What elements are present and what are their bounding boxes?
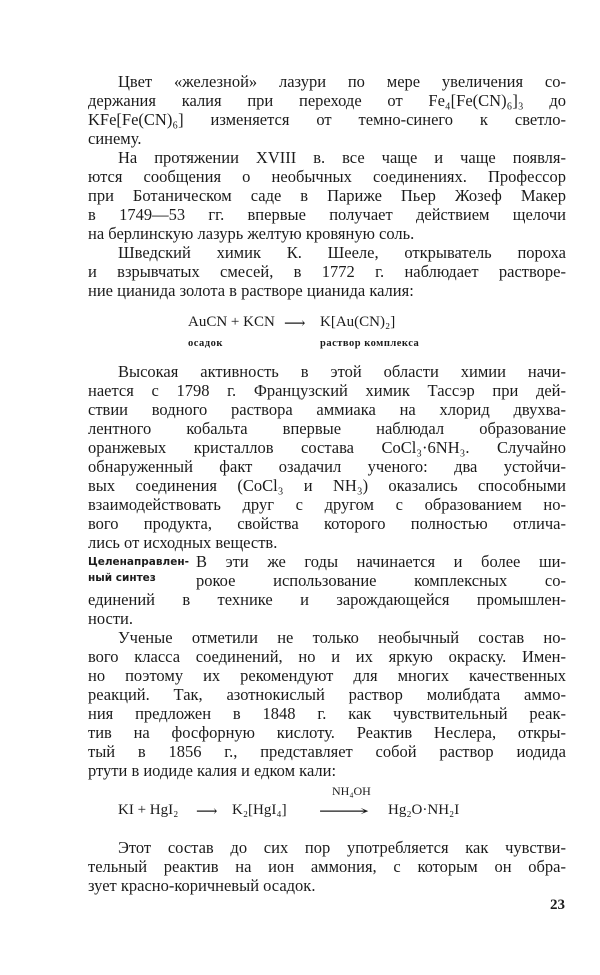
reagent-over-arrow: NH₄OH xyxy=(332,784,371,798)
text-line: ртути в иодиде калия и едком кали: xyxy=(88,761,337,780)
text-line: Цвет «железной» лазури по мере увеличения со- xyxy=(118,72,566,91)
text-line: обнаруженный факт озадачил ученого: два устойчи- xyxy=(88,457,566,476)
text-line: Высокая активность в этой области химии начи- xyxy=(118,362,566,381)
text-line: единений в технике и зарождающейся промышлен- xyxy=(88,590,566,609)
paragraph-3 xyxy=(88,243,566,300)
equation-reactants: KI + HgI₂ xyxy=(118,802,179,818)
margin-note-line: Целенаправлен- xyxy=(88,556,189,568)
text-line: взаимодействовать друг с другом с образованием но- xyxy=(88,495,566,514)
book-page xyxy=(88,72,566,895)
text-line: Шведский химик К. Шееле, открыватель пороха xyxy=(118,243,566,262)
text-line: ются сообщения о необычных соединениях. Профессор xyxy=(88,167,566,186)
text-line: вого продукта, свойства которого полностью отлича- xyxy=(88,514,566,533)
equation-reactants: AuCN + KCN xyxy=(188,314,275,330)
text-line: ния предложен в 1848 г. как чувствительный реак- xyxy=(88,704,566,723)
text-line: вых соединения (CoCl₃ и NH₃) оказались способными xyxy=(88,476,566,495)
equation-nessler xyxy=(88,780,566,838)
page-number: 23 xyxy=(550,897,565,913)
margin-note-line: ный синтез xyxy=(88,572,156,584)
text-line: Ученые отметили не только необычный состав но- xyxy=(118,628,566,647)
paragraph-5 xyxy=(88,552,566,628)
margin-note xyxy=(88,552,196,590)
text-line: при Ботаническом саде в Париже Пьер Жозеф Макер xyxy=(88,186,566,205)
text-line: тив на фосфорную кислоту. Реактив Неслера, откры- xyxy=(88,723,566,742)
text-line: На протяжении XVIII в. все чаще и чаще появля- xyxy=(118,148,566,167)
text-line: лентного кобальта впервые наблюдал образование xyxy=(88,419,566,438)
paragraph-1 xyxy=(88,72,566,148)
text-line: вого класса соединений, но и их яркую окраску. Имен- xyxy=(88,647,566,666)
equation-product: K[Au(CN)₂] xyxy=(320,314,396,330)
equation-product: Hg₂O·NH₂I xyxy=(388,802,460,818)
reaction-arrow: ⟶ xyxy=(318,804,370,820)
text-line: KFe[Fe(CN)₆] изменяется от темно-синего к светло- xyxy=(88,110,566,129)
reaction-arrow: ⟶ xyxy=(284,316,306,332)
equation-gold-cyanide xyxy=(88,300,566,362)
text-line: синему. xyxy=(88,129,142,148)
text-line: ние цианида золота в растворе цианида калия: xyxy=(88,281,414,300)
label-complex-solution: раствор комплекса xyxy=(320,338,420,349)
text-line: Этот состав до сих пор употребляется как чувстви- xyxy=(118,838,566,857)
text-line: тельный реактив на ион аммония, с которым он обра- xyxy=(88,857,566,876)
text-line: нается с 1798 г. Французский химик Тассэр при дей- xyxy=(88,381,566,400)
text-line: на берлинскую лазурь желтую кровяную соль. xyxy=(88,224,415,243)
equation-intermediate: K₂[HgI₄] xyxy=(232,802,287,818)
text-line: В эти же годы начинается и более ши- xyxy=(196,552,566,571)
paragraph-6 xyxy=(88,628,566,780)
reaction-arrow: ⟶ xyxy=(196,804,218,820)
text-line: но поэтому их рекомендуют для многих качественных xyxy=(88,666,566,685)
text-line: лись от исходных веществ. xyxy=(88,533,278,552)
label-precipitate: осадок xyxy=(188,338,223,349)
text-line: и взрывчатых смесей, в 1772 г. наблюдает растворе- xyxy=(88,262,566,281)
paragraph-2 xyxy=(88,148,566,243)
text-line: реакций. Так, азотнокислый раствор молибдата аммо- xyxy=(88,685,566,704)
paragraph-7 xyxy=(88,838,566,895)
text-line: оранжевых кристаллов состава CoCl₃·6NH₃. Случайно xyxy=(88,438,566,457)
text-line: ности. xyxy=(88,609,133,628)
text-line: в 1749—53 гг. впервые получает действием щелочи xyxy=(88,205,566,224)
text-line: тый в 1856 г., представляет собой раствор иодида xyxy=(88,742,566,761)
text-line: зует красно-коричневый осадок. xyxy=(88,876,316,895)
paragraph-4 xyxy=(88,362,566,552)
text-line: держания калия при переходе от Fe₄[Fe(CN)₆]₃ до xyxy=(88,91,566,110)
text-line: ствии водного раствора аммиака на хлорид двухва- xyxy=(88,400,566,419)
text-line: рокое использование комплексных со- xyxy=(196,571,566,590)
